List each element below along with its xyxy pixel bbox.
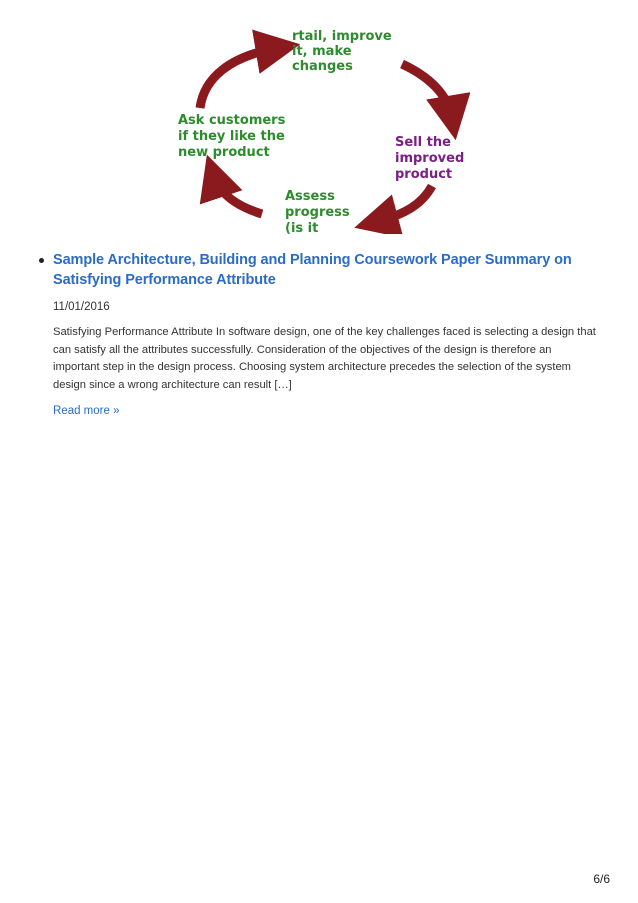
arrow-top-to-right [402, 64, 452, 118]
cycle-diagram [170, 26, 470, 234]
label-bottom-line3: (is it [285, 221, 319, 234]
arrow-left-to-top [200, 48, 278, 108]
label-right-line1: Sell the [395, 135, 451, 150]
cycle-diagram-image [170, 26, 470, 234]
label-top-line3: changes [292, 59, 353, 74]
label-left-line3: new product [178, 145, 270, 160]
label-bottom-line2: progress [285, 205, 350, 220]
post-date: 11/01/2016 [53, 301, 110, 313]
label-right-line2: improved [395, 151, 465, 166]
post-list [38, 250, 598, 419]
post-excerpt: Satisfying Performance Attribute In software design, one of the key challenges faced is selecting a design that can satisfy all the attributes successfully. Consideration of the objectives of the design is therefore an important step in the design process. Choosing system architecture precedes the selection of the system design since a wrong architecture can result […] [53, 326, 596, 391]
label-left-line1: Ask customers [178, 113, 286, 128]
bullet-icon [39, 258, 44, 263]
label-left-line2: if they like the [178, 129, 285, 144]
arrow-right-to-bottom [376, 186, 432, 222]
label-right-line3: product [395, 167, 453, 182]
label-top-line2: it, make [292, 44, 352, 59]
page-number: 6/6 [593, 872, 610, 886]
post-title-link[interactable]: Sample Architecture, Building and Planning Coursework Paper Summary on Satisfying Performance Attribute [53, 252, 572, 288]
read-more-link[interactable]: Read more » [53, 405, 120, 417]
arrow-bottom-to-left [214, 176, 262, 214]
post-list-item [38, 250, 598, 419]
label-bottom-line1: Assess [285, 189, 335, 204]
label-top-partial: rtail, improve [292, 29, 392, 44]
